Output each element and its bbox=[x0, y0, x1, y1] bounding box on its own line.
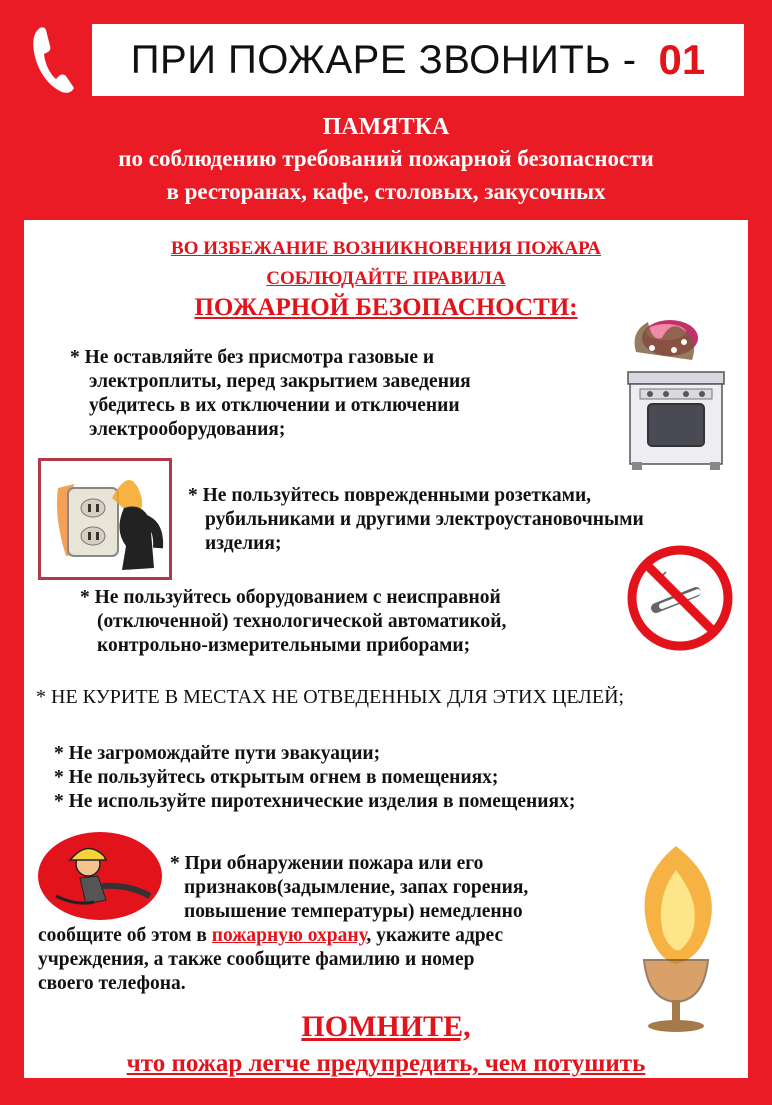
list-item: * Не используйте пиротехнические изделия в помещениях; bbox=[54, 791, 576, 812]
no-smoking-icon bbox=[626, 544, 734, 652]
title-box bbox=[92, 24, 744, 96]
memo-line-1: по соблюдению требований пожарной безопасности bbox=[118, 146, 654, 171]
warning-line-2: СОБЛЮДАЙТЕ ПРАВИЛА bbox=[266, 268, 506, 289]
rule-fire-report: * При обнаружении пожара или его признаков(задымление, запах горения, повышение температуры) немедленно сообщите об этом в пожарную охрану, укажите адрес учреждения, а также сообщите фамилию и номер своего телефона. bbox=[38, 853, 529, 994]
list-item: * Не пользуйтесь открытым огнем в помещениях; bbox=[54, 767, 499, 788]
warning-line-1: ВО ИЗБЕЖАНИЕ ВОЗНИКНОВЕНИЯ ПОЖАРА bbox=[171, 238, 601, 259]
rule-stoves: * Не оставляйте без присмотра газовые и электроплиты, перед закрытием заведения убедитесь в их отключении и отключении электрооборудования; bbox=[70, 347, 471, 440]
burning-socket-icon bbox=[38, 458, 172, 580]
stove-fire-icon bbox=[622, 312, 730, 472]
memo-line-2: в ресторанах, кафе, столовых, закусочных bbox=[166, 179, 606, 204]
memo-header bbox=[0, 112, 772, 208]
rule-equipment: * Не пользуйтесь оборудованием с неисправной (отключенной) технологической автоматикой, контрольно-измерительными приборами; bbox=[80, 587, 507, 656]
footer-remember: ПОМНИТЕ, bbox=[301, 1010, 471, 1043]
rule-list bbox=[54, 742, 575, 814]
phone-handset-icon bbox=[28, 24, 78, 96]
page-title: ПРИ ПОЖАРЕ ЗВОНИТЬ - bbox=[130, 37, 637, 82]
rule-smoking: * НЕ КУРИТЕ В МЕСТАХ НЕ ОТВЕДЕННЫХ ДЛЯ ЭТИХ ЦЕЛЕЙ; bbox=[36, 686, 625, 708]
warning-line-3: ПОЖАРНОЙ БЕЗОПАСНОСТИ: bbox=[194, 294, 578, 321]
memo-heading: ПАМЯТКА bbox=[322, 114, 450, 140]
footer-slogan: что пожар легче предупредить, чем потушить bbox=[126, 1050, 646, 1077]
list-item: * Не загромождайте пути эвакуации; bbox=[54, 743, 381, 764]
fire-service-link: пожарную охрану bbox=[211, 925, 367, 946]
rule-sockets: * Не пользуйтесь поврежденными розетками, рубильниками и другими электроустановочными изделия; bbox=[188, 485, 644, 554]
emergency-number: 01 bbox=[658, 36, 706, 83]
